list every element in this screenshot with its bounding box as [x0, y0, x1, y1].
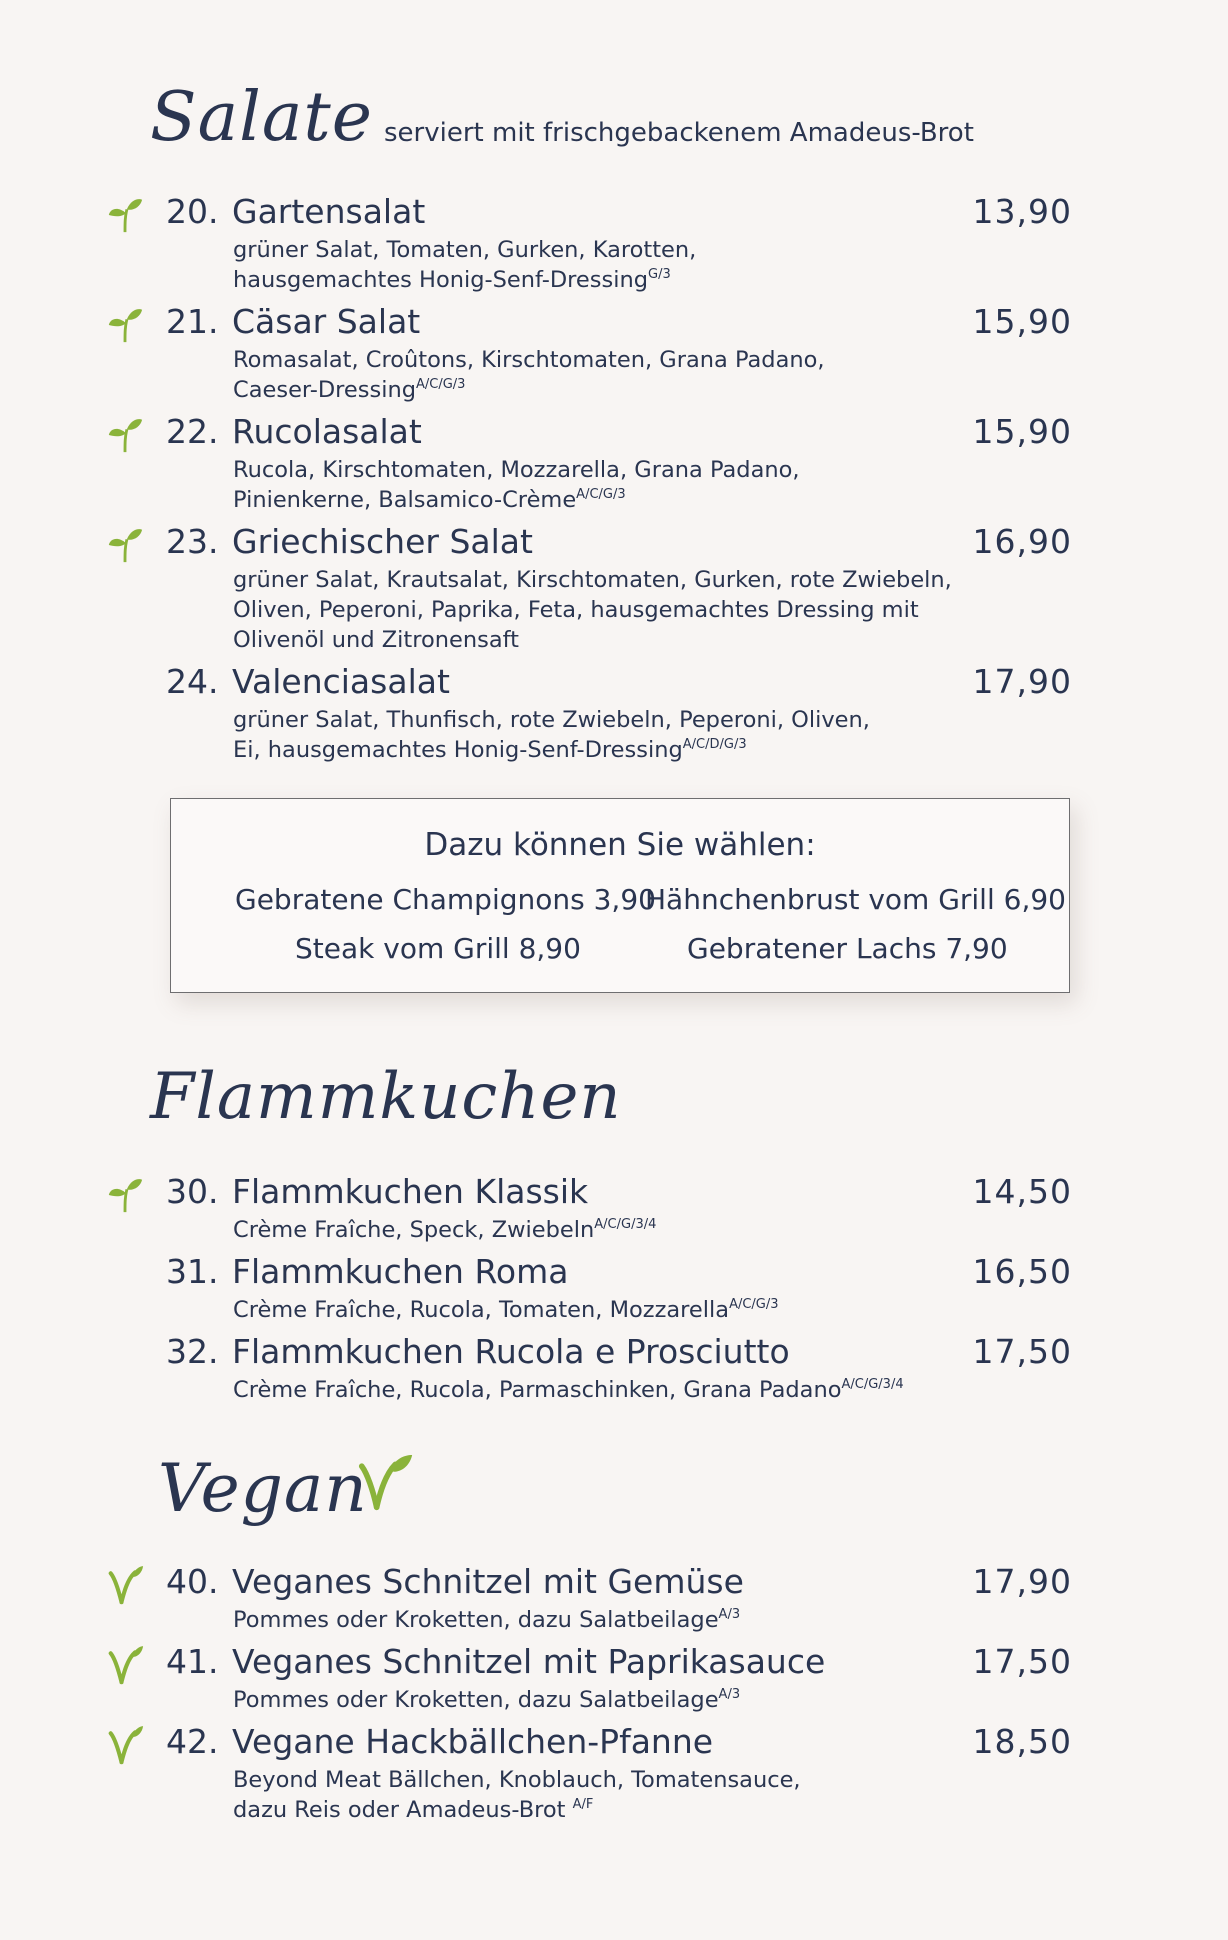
item-price: 17,90 [972, 1562, 1072, 1601]
extra-option: Gebratene Champignons 3,90 [235, 883, 656, 916]
item-name: Cäsar Salat [232, 302, 421, 341]
item-price: 13,90 [972, 192, 1072, 231]
item-number: 41. [166, 1642, 219, 1681]
item-number: 30. [166, 1172, 219, 1211]
item-description: Beyond Meat Bällchen, Knoblauch, Tomatensauce, dazu Reis oder Amadeus-Brot $^{A/F}$ [233, 1767, 801, 1823]
item-price: 14,50 [972, 1172, 1072, 1211]
item-number: 21. [166, 302, 219, 341]
extra-option: Hähnchenbrust vom Grill 6,90 [645, 883, 1066, 916]
item-price: 16,50 [972, 1252, 1072, 1291]
item-name: Veganes Schnitzel mit Gemüse [232, 1562, 744, 1601]
item-name: Veganes Schnitzel mit Paprikasauce [232, 1642, 826, 1681]
item-description: Crème Fraîche, Speck, Zwiebeln$^{A/C/G/3/4}$ [233, 1217, 657, 1243]
item-name: Flammkuchen Roma [232, 1252, 569, 1291]
flammkuchen-title: Flammkuchen [150, 1060, 622, 1134]
item-name: Rucolasalat [232, 412, 422, 451]
item-name: Valenciasalat [232, 662, 450, 701]
salate-subtitle: serviert mit frischgebackenem Amadeus-Brot [384, 118, 974, 148]
item-number: 32. [166, 1332, 219, 1371]
item-description: Pommes oder Kroketten, dazu Salatbeilage$^{A/3}$ [233, 1687, 741, 1713]
item-number: 24. [166, 662, 219, 701]
item-name: Vegane Hackbällchen-Pfanne [232, 1722, 714, 1761]
leaf-icon [106, 196, 144, 234]
item-number: 40. [166, 1562, 219, 1601]
item-price: 15,90 [972, 412, 1072, 451]
leaf-icon [106, 526, 144, 564]
allergen-codes: A/C/G/3/4 [841, 1377, 904, 1392]
vegan-title: Vegan [158, 1450, 368, 1527]
item-price: 17,50 [972, 1642, 1072, 1681]
salate-title: Salate [150, 78, 373, 157]
leaf-icon [106, 1176, 144, 1214]
allergen-codes: A/C/G/3 [576, 487, 626, 502]
item-description: Crème Fraîche, Rucola, Tomaten, Mozzarella$^{A/C/G/3}$ [233, 1297, 779, 1323]
item-price: 15,90 [972, 302, 1072, 341]
allergen-codes: A/C/G/3 [729, 1297, 779, 1312]
item-price: 17,90 [972, 662, 1072, 701]
allergen-codes: G/3 [648, 267, 671, 282]
extras-title: Dazu können Sie wählen: [424, 827, 816, 863]
allergen-codes: A/C/G/3/4 [594, 1217, 657, 1232]
item-number: 23. [166, 522, 219, 561]
item-description: grüner Salat, Krautsalat, Kirschtomaten, Gurken, rote Zwiebeln, Oliven, Peperoni, Paprika, Feta, hausgemachtes Dressing mit Olivenöl und Zitronensaft [233, 567, 952, 653]
allergen-codes: A/3 [718, 1687, 741, 1702]
leaf-icon [106, 306, 144, 344]
allergen-codes: A/3 [718, 1607, 741, 1622]
item-number: 20. [166, 192, 219, 231]
item-name: Gartensalat [232, 192, 426, 231]
extra-option: Gebratener Lachs 7,90 [687, 932, 1008, 965]
item-name: Griechischer Salat [232, 522, 533, 561]
vegan-icon [108, 1564, 144, 1606]
item-description: grüner Salat, Thunfisch, rote Zwiebeln, Peperoni, Oliven, Ei, hausgemachtes Honig-Senf-Dressing$^{A/C/D/G/3}$ [233, 707, 870, 763]
item-description: Rucola, Kirschtomaten, Mozzarella, Grana Padano, Pinienkerne, Balsamico-Crème$^{A/C/G/3}$ [233, 457, 800, 513]
item-description: Crème Fraîche, Rucola, Parmaschinken, Grana Padano$^{A/C/G/3/4}$ [233, 1377, 904, 1403]
item-price: 17,50 [972, 1332, 1072, 1371]
vegan-icon [108, 1644, 144, 1686]
item-name: Flammkuchen Rucola e Prosciutto [232, 1332, 790, 1371]
allergen-codes: A/F [572, 1797, 594, 1812]
allergen-codes: A/C/D/G/3 [682, 737, 747, 752]
item-description: Pommes oder Kroketten, dazu Salatbeilage$^{A/3}$ [233, 1607, 741, 1633]
vegan-title-icon [358, 1452, 414, 1514]
item-number: 31. [166, 1252, 219, 1291]
extra-option: Steak vom Grill 8,90 [295, 932, 581, 965]
item-price: 18,50 [972, 1722, 1072, 1761]
extras-box [170, 798, 1070, 993]
item-description: grüner Salat, Tomaten, Gurken, Karotten, hausgemachtes Honig-Senf-Dressing$^{G/3}$ [233, 237, 697, 293]
item-number: 42. [166, 1722, 219, 1761]
item-name: Flammkuchen Klassik [232, 1172, 589, 1211]
item-price: 16,90 [972, 522, 1072, 561]
leaf-icon [106, 416, 144, 454]
item-description: Romasalat, Croûtons, Kirschtomaten, Grana Padano, Caeser-Dressing$^{A/C/G/3}$ [233, 347, 825, 403]
allergen-codes: A/C/G/3 [416, 377, 466, 392]
item-number: 22. [166, 412, 219, 451]
vegan-icon [108, 1724, 144, 1766]
